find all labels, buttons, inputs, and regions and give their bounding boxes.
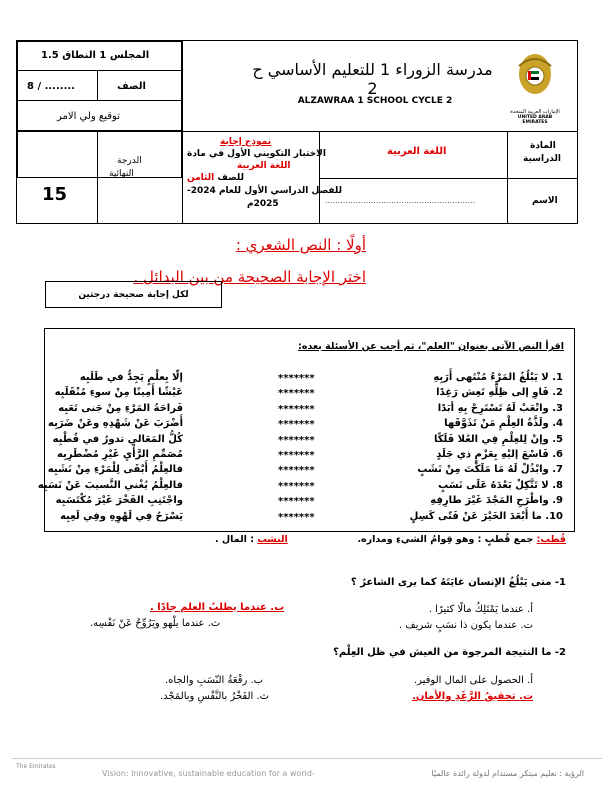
verse-separator-stars: ******* (278, 373, 315, 384)
model-answer-label: نموذج إجابة (220, 137, 272, 147)
vision-ar: الرؤية : تعليم مبتكر مستدام لدولة رائدة عالميًا (431, 769, 584, 778)
verse-separator-stars: ******* (278, 511, 315, 523)
poem-intro: اقرأ النص الآتي بعنوان "العلم"، ثم أجب عن الأسئلة بعده: (298, 341, 564, 352)
uae-name-ar: الإمارات العربية المتحدة (510, 109, 560, 115)
verse-second-hemistich: فَراحَةُ المَرْءِ مِنْ جَنى تَعَبِه (58, 402, 183, 414)
q1-option-b-correct[interactable]: ب. عندما يطلبُ العلم جادًا . (150, 602, 285, 613)
uae-name-en: UNITED ARAB EMIRATES (517, 115, 553, 125)
score-note-box: لكل إجابة صحيحة درجتين (45, 281, 222, 308)
verse-separator-stars: ******* (278, 419, 315, 431)
verse-first-hemistich: 2. فَاوِ إلى ظِلِّهِ تَعِش رَغِدًا (436, 387, 563, 399)
verse-second-hemistich: فالعِلْمُ أَبْقَى لِلْمَرْءِ مِنْ نَشَبِه (47, 464, 183, 476)
verse-first-hemistich: 1. لا يَبْلُغُ المَرْءُ مُنْتَهى أَرَبِهِ (433, 372, 563, 383)
q1-option-a[interactable]: أ. عندما يَمْتَلِكُ مالًا كثيرًا . (428, 604, 533, 615)
verse-second-hemistich: مُصَمِّمِ الرَّأْيِ غَيْرِ مُضْطَرِبِه (57, 449, 183, 460)
verse-second-hemistich: أَضْرَبَ عَنْ شَهْدِهِ وعَنْ ضَرَبِه (48, 418, 183, 430)
q2-question: 2- ما النتيجة المرجوة من العيش في ظل العِلْم؟ (333, 647, 566, 658)
final-grade-label-1: الدرجة (117, 156, 142, 166)
grade-value: ........ / 8 (27, 81, 75, 92)
final-grade-value: 15 (42, 184, 68, 205)
verse-separator-stars: ******* (278, 496, 315, 508)
guardian-signature-label: توقيع ولي الامر (57, 111, 120, 122)
gloss-qutb: قُطب: جمع قُطبٍ : وهو قِوامُ الشيءِ ومداره. (357, 534, 566, 545)
subject-red: اللغة العربية (237, 161, 291, 171)
q1-option-c[interactable]: ت. عندما يكون ذا نسَبٍ شريف . (398, 620, 533, 631)
final-grade-label-2: النهائية (109, 169, 134, 179)
q2-option-d[interactable]: ث. الفَخْرُ بالنَّفْسِ وبالمَجْد. (160, 691, 270, 702)
name-dots: ........................................................... (325, 196, 476, 205)
q2-option-c-correct[interactable]: ت. تحقيقُ الرَّغَدِ والأمان. (412, 691, 533, 702)
verse-second-hemistich: واجْتَنِبِ الفَخْرَ غَيْرَ مُكْتَسَبِه (55, 495, 183, 507)
subject-value: اللغة العربية (387, 146, 447, 157)
test-line-1: الاختبار التكويني الأول في مادة (187, 149, 326, 159)
q1-option-d[interactable]: ث. عندما يلْهو ويَرُوِّحُ عَنْ نَفْسِه. (90, 618, 221, 629)
verse-separator-stars: ******* (278, 480, 315, 492)
grade-label: الصف (117, 81, 146, 92)
q2-option-b[interactable]: ب. رفْعَةُ النّسَبِ والجاه. (165, 675, 264, 686)
verse-first-hemistich: 9. واطْرَحِ المَجْدَ غَيْرَ طارِفِهِ (430, 495, 563, 507)
term-line-2: 2025م (247, 199, 279, 209)
council-label: المجلس 1 النطاق 1.5 (41, 50, 150, 61)
verse-first-hemistich: 10. ما أَبْعَدَ الخَيْرَ عَنْ فَتًى كَسِلٍ (409, 510, 563, 522)
verse-separator-stars: ******* (278, 450, 315, 461)
uae-emblem-icon (505, 50, 565, 125)
verse-separator-stars: ******* (278, 403, 315, 415)
verse-second-hemistich: إلّا بِعلْمٍ يَجِدُّ في طَلَبِه (79, 372, 183, 383)
verse-first-hemistich: 7. وابْذُلْ لَهُ مَا مَلَكْتَ مِنْ نَشَبٍ (417, 464, 563, 476)
grade-line: للصف الثامن (187, 173, 244, 183)
verse-second-hemistich: عَيْشًا أَمِينًا مِنْ سوءِ مُنْقَلَبِه (54, 387, 183, 399)
subject-label-2: الدراسية (523, 154, 561, 164)
footer (12, 758, 602, 791)
verse-first-hemistich: 6. فَاسْعَ إليْهِ بِعَزْمٍ ذي جَلَدٍ (436, 449, 563, 460)
verse-first-hemistich: 8. لا تَتَّكِلْ بَعْدَهُ عَلَى نَسَبٍ (438, 479, 563, 491)
verse-second-hemistich: كُلُّ المَعَالي تدورُ في قُطْبِه (52, 433, 183, 445)
verse-separator-stars: ******* (278, 388, 315, 400)
verse-separator-stars: ******* (278, 434, 315, 446)
brand-logo: The Emirates (16, 763, 56, 770)
verse-second-hemistich: فالعِلْمُ يُغْني النَّسيبَ عَنْ نَسَبِه (37, 479, 183, 491)
vision-en: Vision: Innovative, sustainable education for a world- (102, 769, 315, 778)
verse-first-hemistich: 3. واتْعَبْ لَهُ تَسْتَرِحْ بِهِ أبَدًا (437, 402, 563, 414)
term-line-1: للفصل الدراسي الأول للعام 2024- (187, 186, 342, 196)
subject-label-1: المادة (530, 141, 556, 151)
q2-option-a[interactable]: أ. الحصول على المال الوفير. (413, 675, 533, 686)
school-name-ar: مدرسة الزوراء 1 للتعليم الأساسي ح 2 (252, 60, 493, 98)
verse-separator-stars: ******* (278, 465, 315, 477)
gloss-nashab: النشب : المال . (215, 534, 288, 545)
school-name-en: ALZAWRAA 1 SCHOOL CYCLE 2 (297, 96, 453, 106)
name-label: الاسم (532, 196, 558, 206)
section-title: أولًا : النص الشعري : (235, 236, 366, 254)
section-instruction: اختر الإجابة الصحيحة من بين البدائل . (133, 268, 366, 286)
verse-first-hemistich: 5. وإنْ لِلعِلْمِ فِي العُلا فَلَكًا (433, 433, 563, 445)
verse-second-hemistich: يَسْرَحُ فِي لَهْوِهِ وفِي لَعِبِه (60, 510, 183, 522)
q1-question: 1- متى يَبْلُغُ الإنسان غايَتَهُ كما يرى الشاعرُ ؟ (350, 577, 566, 588)
verse-first-hemistich: 4. ولَذَّةُ العِلْمِ مَنْ تَذَوَّقَها (444, 418, 563, 430)
